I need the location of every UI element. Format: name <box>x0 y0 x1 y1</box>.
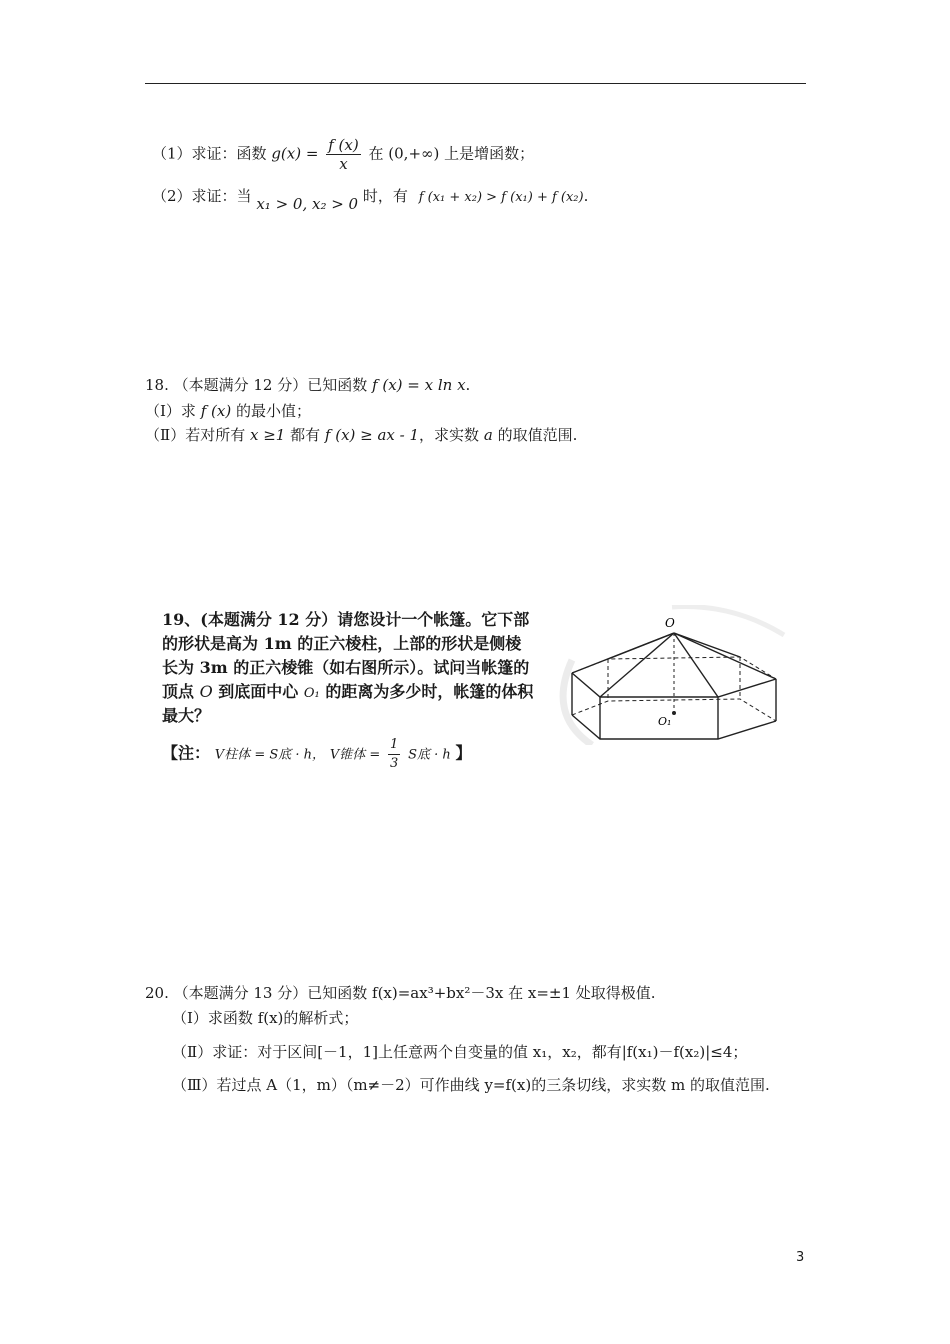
q20-stem: 20. （本题满分 13 分）已知函数 f(x)=ax³+bx²－3x 在 x=±1 处取得极值. <box>145 984 656 1002</box>
center-label: O₁ <box>658 715 672 728</box>
q18-stem: 18. （本题满分 12 分）已知函数 f (x) = x ln x. <box>145 376 471 394</box>
q19-note: 【注： V柱体 = S底 · h， V锥体 = $\frac{1}{3}$ S底 · h 】 <box>162 737 472 771</box>
q20-part3: （Ⅲ）若过点 A（1，m）（m≠－2）可作曲线 y=f(x)的三条切线，求实数 m 的取值范围. <box>172 1076 770 1094</box>
q18-part1: （Ⅰ）求 f (x) 的最小值； <box>145 402 311 420</box>
prism-bottom-front-edge <box>572 715 776 739</box>
q19-line4: 顶点 O 到底面中心 O₁ 的距离为多少时，帐篷的体积 <box>162 682 534 701</box>
q17-fraction: $\frac{f (x)}{x}$ <box>328 136 359 173</box>
q17-part1: （1）求证：函数 g(x) = $\frac{f (x)}{x}$ 在 (0,+∞) 上是增函数； <box>152 136 535 173</box>
apex-label: O <box>665 616 675 630</box>
q19-line1: 19、(本题满分 12 分）请您设计一个帐篷。它下部 <box>162 610 530 629</box>
header-rule <box>145 83 806 84</box>
watermark-arc <box>563 660 592 745</box>
q20-part1: （Ⅰ）求函数 f(x)的解析式； <box>172 1009 359 1027</box>
q17-part2: （2）求证：当 x₁ > 0, x₂ > 0 时，有 f (x₁ + x₂) > f (x₁) + f (x₂). <box>152 187 589 213</box>
q19-line5: 最大？ <box>162 706 211 725</box>
prism-bottom-back-edge <box>572 699 776 721</box>
q19-line3: 长为 3m 的正六棱锥（如右图所示）。试问当帐篷的 <box>162 658 530 677</box>
tent-figure <box>552 605 788 745</box>
q19-line2: 的形状是高为 1m 的正六棱柱，上部的形状是侧棱 <box>162 634 522 653</box>
q18-part2: （Ⅱ）若对所有 x ≥1 都有 f (x) ≥ ax - 1，求实数 a 的取值范围. <box>145 426 578 444</box>
q19-note-fraction: $\frac{1}{3}$ <box>390 737 399 771</box>
watermark-arc-top <box>672 607 784 635</box>
page-number: 3 <box>796 1250 805 1265</box>
center-point <box>672 711 676 715</box>
q20-part2: （Ⅱ）求证：对于区间[－1，1]上任意两个自变量的值 x₁，x₂，都有|f(x₁)－f(x₂)|≤4； <box>172 1043 748 1061</box>
pyramid-edge <box>608 633 674 659</box>
pyramid-edge <box>674 633 740 657</box>
pyramid-edge <box>600 633 674 697</box>
